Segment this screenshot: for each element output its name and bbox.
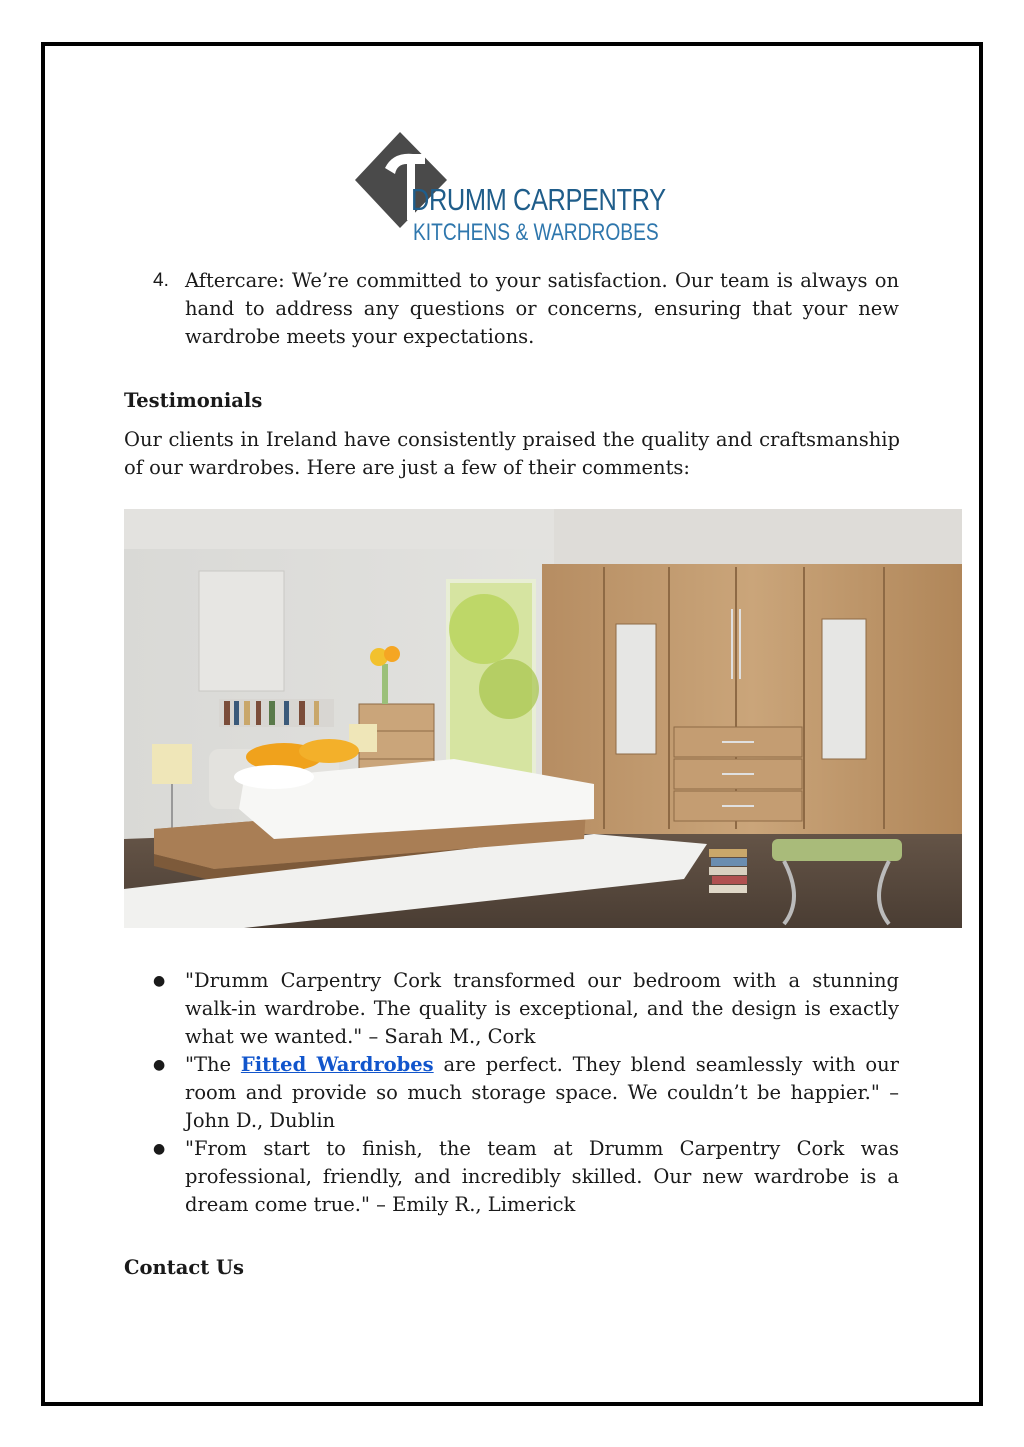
testimonial-emily: "From start to finish, the team at Drumm Carpentry Cork was professional, friendly, and incredibly skilled. Our new wardrobe is a dream come true." – Emily R., Limerick: [185, 1137, 899, 1216]
testimonial-sarah: "Drumm Carpentry Cork transformed our bedroom with a stunning walk-in wardrobe. The quality is exceptional, and the design is exactly what we wanted." – Sarah M., Cork: [185, 969, 899, 1048]
list-bullet: ●: [153, 1057, 166, 1073]
contact-heading: Contact Us: [124, 1256, 244, 1279]
aftercare-paragraph: Aftercare: We’re committed to your satisfaction. Our team is always on hand to address any questions or concerns, ensuring that your new wardrobe meets your expectations.: [185, 269, 899, 348]
list-number: 4.: [153, 270, 169, 291]
logo-line1: DRUMM CARPENTRY: [411, 182, 666, 217]
testimonial-john-prefix: "The: [185, 1053, 241, 1076]
testimonial-john: [185, 1051, 899, 1135]
company-logo: [355, 130, 665, 250]
bedroom-wardrobe-photo: [124, 509, 962, 928]
testimonials-intro: Our clients in Ireland have consistently praised the quality and craftsmanship of our wardrobes. Here are just a few of their comments:: [124, 428, 900, 479]
testimonial-john-suffix: are perfect. They blend seamlessly with our room and provide so much storage space. We couldn’t be happier." – John D., Dublin: [185, 1053, 899, 1132]
logo-line2: KITCHENS & WARDROBES: [413, 219, 659, 246]
testimonials-heading: Testimonials: [124, 389, 263, 412]
fitted-wardrobes-link[interactable]: Fitted Wardrobes: [240, 1053, 434, 1076]
list-bullet: ●: [153, 973, 166, 989]
list-bullet: ●: [153, 1141, 166, 1157]
